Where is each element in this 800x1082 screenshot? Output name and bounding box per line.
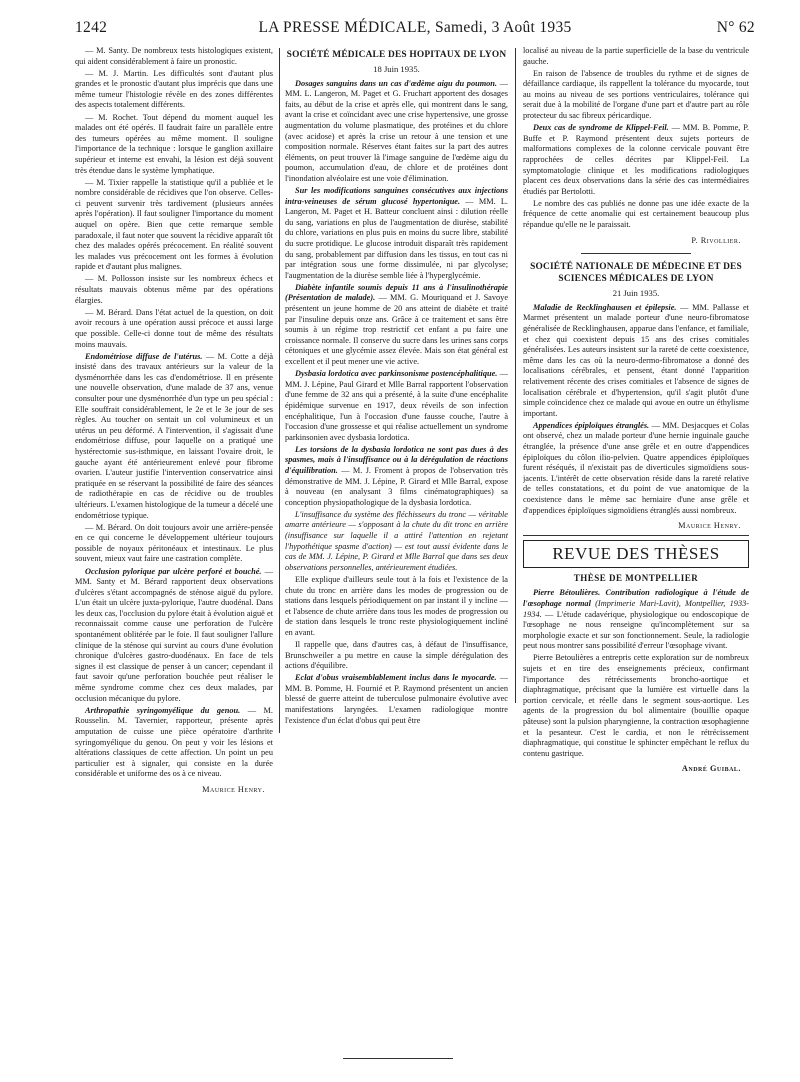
author-signature: André Guibal. [681, 764, 741, 774]
article-title: Endométriose diffuse de l'utérus. [85, 351, 203, 361]
session-date: 18 Juin 1935. [373, 64, 420, 74]
column-rule-2 [515, 48, 516, 703]
paragraph: — M. Tixier rappelle la statistique qu'il a publiée et le nombre considérable de récidives que l'on observe. Celles-ci peuvent survenir très tardivement (plusieurs années après l'opération). Il faut souligner l'importance du moment auquel on opère. Bien que cette remarque semble paradoxale, il faut noter que souvent la récidive apparaît tôt chez des malades opérés précocement. En réalité souvent les malades vus précocement ont les formes à évolution rapide et d'autant plus malignes. [75, 177, 273, 272]
society-heading: SOCIÉTÉ MÉDICALE DES HOPITAUX DE LYON [286, 50, 507, 60]
article-text: — M. J. Froment à propos de l'observation très démonstrative de MM. J. Lépine, P. Girard et Mlle Barral, expose à nouveau (en analysant 3 films cinématographiques) sa conception physiopathologique de la dysbasia lordotica. [285, 465, 508, 507]
article-title: Diabète infantile soumis depuis 11 ans à l'insulinothérapie (Présentation de malade). [285, 282, 508, 303]
bottom-rule [343, 1058, 453, 1059]
article-title: Deux cas de syndrome de Klippel-Feil. [533, 123, 669, 133]
article [285, 369, 508, 443]
paragraph: Le nombre des cas publiés ne donne pas une idée exacte de la fréquence de cette anomalie qui est certainement beaucoup plus répandue qu'elle ne le paraissait. [523, 198, 749, 229]
page-header [75, 17, 755, 39]
article-text: — MM. L. Langeron, M. Paget et H. Batteur concluent ainsi : dilution réelle du sang, variations en plus de l'augmentation de diurèse, stabilité du chlore, variations en plus puis en moins du sucre libre, stabilité du sucre protidique. Le glucose introduit disparaît très rapidement du sang, probablement par diffusion dans les tissus, en tout cas ni par intégration sous une forme dissimulée, ni par glycolyse; l'augmentation de la diurèse semble liée à l'hyperglycémie. [285, 196, 508, 280]
page-number: 1242 [75, 19, 108, 36]
article [75, 706, 273, 780]
thesis-text: — L'étude cadavérique, physiologique ou endoscopique de l'œsophage ne nous renseigne qu'incomplètement sur sa morphologie exacte et sur son fonctionnement. Seule, la radiologie peut nous montrer sans possibilité d'erreur l'œsophage vivant. [523, 609, 749, 651]
article [285, 79, 508, 185]
section-banner: REVUE DES THÈSES [523, 540, 749, 568]
paragraph: En raison de l'absence de troubles du rythme et de signes de défaillance cardiaque, ils rappellent la tolérance du myocarde, tout au moins au niveau de ses portions ventriculaires, tolérance qui serait due à la mobilité de l'organe d'une part et d'autre part au rôle protecteur du sac fibreux péricardique. [523, 68, 749, 121]
article-title: Occlusion pylorique par ulcère perforé et bouché. [85, 566, 262, 576]
article-text: — MM. B. Pomme, H. Fournié et P. Raymond présentent un ancien blessé de guerre atteint de tuberculose pulmonaire évolutive avec manifestations laryngées. L'examen radiologique montre l'existence d'un éclat d'obus qui peut être [285, 673, 508, 725]
column-3 [523, 46, 749, 1046]
article [523, 421, 749, 516]
article-text: — M. Cotte a déjà insisté dans des travaux antérieurs sur la valeur de la dysménorrhée dans les cas d'endométriose. Il en présente une nouvelle observation, d'une malade de 37 ans, venue consulter pour une dysménorrhée d'un type un peu spécial : Elle souffrait considérablement, le 2e et le 3e jour de ses règles. Au toucher on sentait un col volumineux et un utérus un peu déformé. A l'intervention, il s'agissait d'une endométriose diffuse, pour laquelle on a pratiqué une hystérectomie sus-isthmique, en laissant l'ovaire droit, le gauche ayant été antérieurement enlevé pour fibrome ovarien. L'auteur justifie l'intervention conservatrice ainsi pratiquée en se réservant la possibilité de faire des séances de radiothérapie en cas de récidive ou de troubles ultérieurs. L'examen histologique de la tumeur a décelé une endométriose typique. [75, 351, 273, 520]
rule [523, 535, 749, 536]
article [75, 352, 273, 522]
society-heading: SOCIÉTÉ NATIONALE DE MÉDECINE ET DES SCIENCES MÉDICALES DE LYON [530, 262, 742, 285]
article [523, 303, 749, 420]
article-title: Dysbasia lordotica avec parkinsonisme postencéphalitique. [295, 369, 498, 379]
article-title: Sur les modifications sanguines consécutives aux injections intra-veineuses de sérum glucosé hypertonique. [285, 186, 508, 206]
paragraph: — M. Rochet. Tout dépend du moment auquel les malades ont été opérés. Il faudrait faire un parallèle entre des tumeurs opérées au même moment. Il souligne l'importance de la technique : lorsque le ganglion axillaire supérieur et interne est envahi, la lésion est déjà souvent très étendue dans le système lymphatique. [75, 112, 273, 175]
article-title: Appendices épiploïques étranglés. [533, 420, 650, 430]
author-signature: Maurice Henry. [202, 784, 265, 794]
thesis-publisher: (Imprimerie Mari-Lavit), Montpellier, 1933-1934. [523, 598, 749, 619]
column-rule-1 [279, 48, 280, 733]
article-text: — MM. L. Langeron, M. Paget et G. Fruchart apportent des dosages faits, au début de la crise et après elle, qui montrent dans le sang, avant la crise et coïncidant avec une crise hypertensive, une grosse augmentation du volume plasmatique, des protéines et du chlore (avec acidose) et après la crise un retour à une tension et une composition normale. Réserves étant faites sur la part des autres éléments, on peut trouver là l'image sanguine de l'œdème aigu du poumon, accumulation d'eau, de chlore et de protéines dont l'inondation alvéolaire est une voie d'élimination. [285, 78, 508, 183]
paragraph: — M. Pollosson insiste sur les nombreux échecs et résultats mauvais obtenus même par des opérations élargies. [75, 274, 273, 305]
article-text: — M. Rousselin. M. Tavernier, rapporteur, présente après amputation de cuisse une pièce opératoire d'arthrite syringomyélique du genou. On peut y voir les lésions et altérations classiques de cette affection. Un point un peu particulier est à signaler, qui consiste en la durée considérable et uniforme des os à ce niveau. [75, 705, 273, 779]
article [285, 673, 508, 726]
separator [581, 253, 691, 254]
paragraph: — M. J. Martin. Les difficultés sont d'autant plus grandes et le pronostic d'autant plus imprécis que dans une même tumeur l'histologie révèle en des zones différentes des aspects totalement différents. [75, 68, 273, 110]
article [523, 123, 749, 197]
paragraph: Elle explique d'ailleurs seule tout à la fois et l'existence de la chute du tronc en arrière dans les modes de progression ou de stations dans lesquels périodiquement on par instant il y incline — et l'absence de chute arrière dans tous les modes de progression ou de station dans lesquels le tronc reste physiologiquement incliné en avant. [285, 574, 508, 637]
paragraph: localisé au niveau de la partie superficielle de la base du ventricule gauche. [523, 46, 749, 66]
author-signature: P. Rivollier. [691, 235, 741, 245]
thesis-heading: THÈSE DE MONTPELLIER [573, 572, 699, 583]
article-text: — MM. B. Pomme, P. Buffe et P. Raymond présentent deux sujets porteurs de malformations complexes de la colonne cervicale pouvant être rapprochées de celles décrites par Klippel-Feil. La symptomatologie clinique et les modifications radiologiques placent ces deux observations dans la série des cas intermédiaires étudiés par Bertolotti. [523, 123, 749, 196]
paragraph: — M. Bérard. On doit toujours avoir une arrière-pensée en ce qui concerne le développement ultérieur toujours possible de noyaux péritonéaux et intestinaux. Le plus souvent, mieux vaut faire une castration complète. [75, 522, 273, 564]
thesis-title: Pierre Bétoulières. Contribution radiologique à l'étude de l'œsophage normal [523, 588, 749, 608]
paragraph: Il rappelle que, dans d'autres cas, à défaut de l'insuffisance, Brunschweiler a pu mettre en cause la simple dérégulation des actions d'équilibre. [285, 639, 508, 671]
paragraph: Pierre Betoulières a entrepris cette exploration sur de nombreux sujets et en tire des enseignements précieux, confirmant l'importance des rétrécissements broncho-aortique et diaphragmatique, précisant que la lumière est virtuelle dans la portion cervicale, et réelle dans le segment sous-aortique. Les agents de la progression du bol alimentaire (bouillie opaque pâteuse) sont la pulsion pharyngienne, la contraction œsophagienne et la pesanteur. C'est le cardia, et non le rétrécissement diaphragmatique, qui constitue le sphincter empêchant le reflux du contenu gastrique. [523, 653, 749, 758]
article [285, 283, 508, 368]
paragraph: — M. Bérard. Dans l'état actuel de la question, on doit avoir recours à une opération aussi précoce et aussi large que possible. Celle-ci donne tout de même des résultats moins mauvais. [75, 307, 273, 349]
paragraph: — M. Santy. De nombreux tests histologiques existent, qui aident considérablement à faire un pronostic. [75, 46, 273, 66]
article [75, 567, 273, 705]
session-date: 21 Juin 1935. [612, 288, 660, 299]
article-text: — MM. Desjacques et Colas ont observé, chez un malade porteur d'une hernie inguinale gauche étranglée, la présence d'une anse grêle et en outre d'appendices épiploïques du côlon ilio-pelvien. Quatre appendices épiploïques furent réséqués, il n'existait pas de diverticules sigmoïdiens sous-jacents. L'intérêt de cette observation réside dans la rareté relative de telles constatations, et du point de vue anatomique de la coexistence dans le même sac herniaire d'une anse grêle et d'appendices épiploïques sigmoïdiens étranglés aussi nombreux. [523, 420, 749, 515]
author-signature: Maurice Henry. [678, 521, 741, 531]
article-title: Maladie de Recklinghausen et épilepsie. [533, 302, 677, 312]
paragraph: L'insuffisance du système des fléchisseurs du tronc — véritable amarre antérieure — s'opposant à la chute du dit tronc en arrière (insuffisance sur laquelle il a attiré l'attention en rejetant l'hypothétique spasme d'action) — est tout aussi évidente dans le cas de MM. J. Lépine, P. Girard et Mlle Barral que dans ses deux observations personnelles, antérieurement étudiées. [285, 509, 508, 572]
article [285, 186, 508, 281]
article-title: Arthropathie syringomyélique du genou. [85, 705, 241, 715]
article-text: — MM. Santy et M. Bérard rapportent deux observations d'ulcères s'étant accompagnés de sténose aiguë du pylore. L'un était un ulcère juxta-pylorique, l'autre duodénal. Dans les deux cas, l'occlusion du pylore était à évolution aiguë et reconnaissait comme cause une perforation de l'ulcère spontanément oblitérée par le foie. Il faut souligner l'allure clinique de la sténose qui survint au cours d'une évolution chronique d'ulcères gastro-duodénaux. En face de tels signes il est classique de penser à un cancer; cependant il faut savoir qu'une perforation bouchée peut réaliser le même syndrome comme chez ces deux malades, par occlusion mécanique du pylore. [75, 566, 273, 703]
article [285, 445, 508, 509]
article-text: — MM. G. Mouriquand et J. Savoye présentent un jeune homme de 20 ans atteint de diabète et traité par l'insuline depuis onze ans. Grâce à ce traitement et sans être soumis à un régime trop restrictif cet enfant a pu faire une croissance normale. Il conserve du sucre dans les urines sans corps cétoniques et une glycémie assez élevée. Mais son état général est excellent et il peut mener une vie active. [285, 293, 508, 367]
issue-number: N° 62 [716, 19, 755, 36]
article-title: Les torsions de la dysbasia lordotica ne sont pas dues à des spasmes, mais à l'insuffisance ou à la dérégulation de réactions d'équilibration. [285, 444, 508, 475]
column-1 [75, 46, 273, 1046]
thesis-entry [523, 588, 749, 652]
article-title: Dosages sanguins dans un cas d'œdème aigu du poumon. [295, 78, 497, 88]
article-text: — MM. Pallasse et Marmet présentent un malade porteur d'une neuro-fibromatose généralisée de Recklinghausen, apparue dans l'enfance, et familiale, et chez qui coexistent depuis 15 ans des crises comitiales généralisées. Les auteurs insistent sur la rareté de cette coexistence, même dans les cas où la neuro-dermo-fibromatose a donné des localisations cérébrales, et pensent, étant donné l'apparition relativement récente des crises comitiales et l'absence de signes de localisation cérébrale et d'hypertension, qu'il s'agit plutôt d'une simple coïncidence chez ce malade qui avoue en outre un éthylisme important. [523, 302, 749, 418]
column-2 [285, 46, 508, 1046]
article-title: Eclat d'obus vraisemblablement inclus dans le myocarde. [295, 673, 497, 683]
journal-title: LA PRESSE MÉDICALE, Samedi, 3 Août 1935 [258, 19, 572, 36]
article-text: — MM. J. Lépine, Paul Girard et Mlle Barral rapportent l'observation d'une femme de 32 ans qui a présenté, à la suite d'une encéphalite épidémique survenue en 1917, deux réveils de son infection encéphalitique, l'un à l'occasion d'une fausse couche, l'autre à l'occasion d'une grossesse et qui réalise actuellement un syndrome parkinsonien avec dysbasia lordotica. [285, 369, 508, 442]
